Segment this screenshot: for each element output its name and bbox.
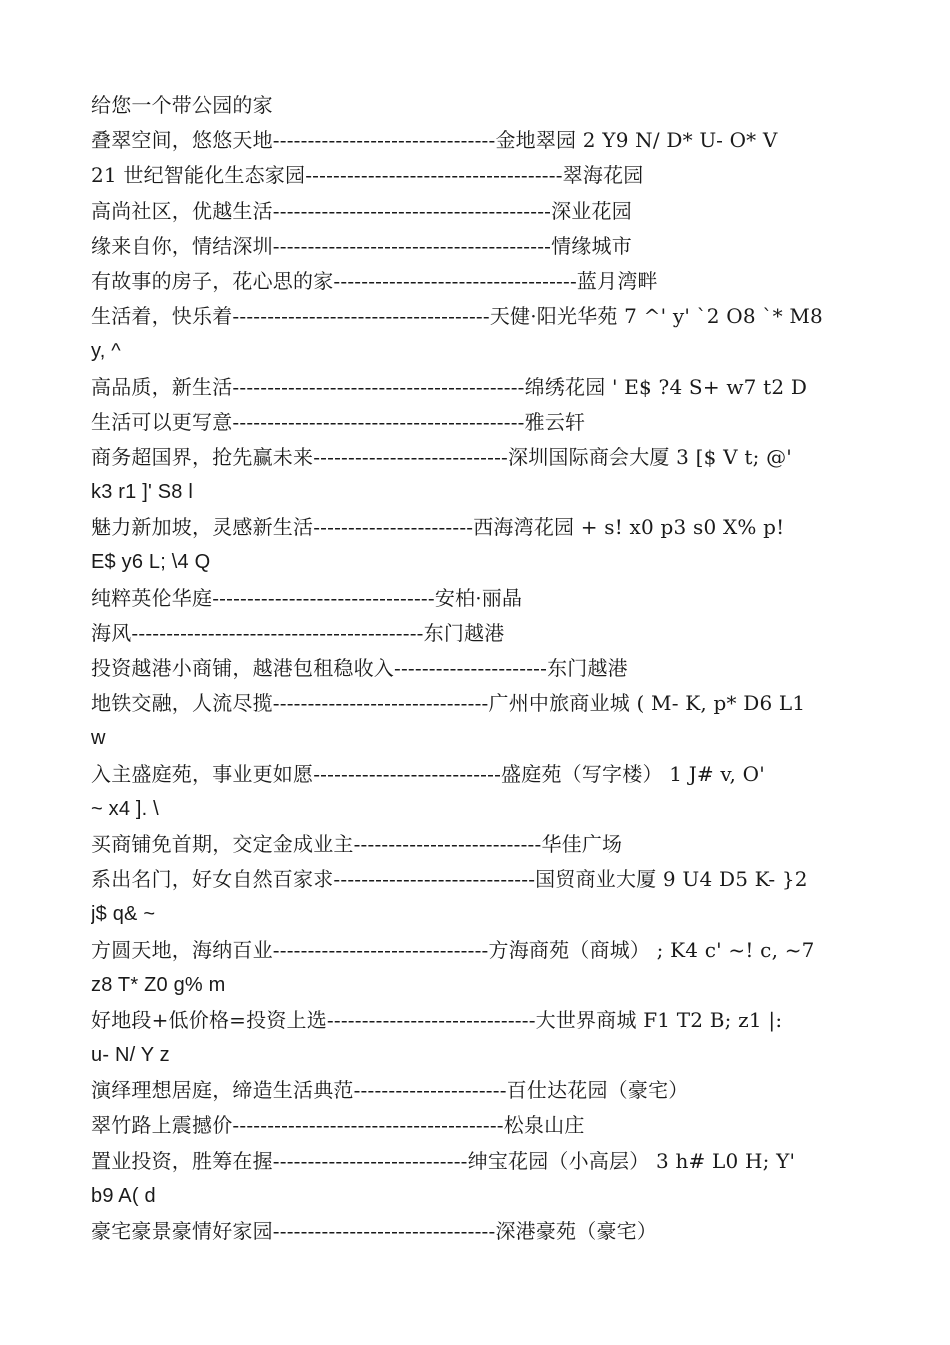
text-line: j$ q& ~ xyxy=(91,903,156,926)
text-line: 投资越港小商铺，越港包租稳收入----------------------东门越港 xyxy=(91,656,628,680)
text-line: 高品质，新生活------------------------------------------绵绣花园 ' E$ ?4 S+ w7 t2 D xyxy=(91,374,808,399)
text-line: b9 A( d xyxy=(91,1184,156,1207)
text-line: ~ x4 ]. \ xyxy=(91,797,159,820)
text-line: 海风------------------------------------------东门越港 xyxy=(91,620,505,645)
text-line: 翠竹路上震撼价---------------------------------------松泉山庄 xyxy=(91,1113,585,1138)
text-line: 给您一个带公园的家 xyxy=(91,93,273,117)
text-line: E$ y6 L; \4 Q xyxy=(91,551,211,574)
text-line: 叠翠空间，悠悠天地--------------------------------金地翠园 2 Y9 N/ D* U- O* V xyxy=(91,128,778,153)
text-line: w xyxy=(91,727,106,750)
text-line: k3 r1 ]' S8 l xyxy=(91,481,194,504)
text-line: 好地段+低价格=投资上选------------------------------大世界商城 F1 T2 B; z1 |: xyxy=(91,1007,783,1032)
document-body xyxy=(91,88,861,1249)
text-line: 生活着，快乐着-------------------------------------天健·阳光华苑 7 ^' y' `2 O8 `* M8 xyxy=(91,304,823,329)
text-line: 商务超国界，抢先赢未来----------------------------深圳国际商会大厦 3 [$ V t; @' xyxy=(91,444,792,469)
text-line: 买商铺免首期，交定金成业主---------------------------华佳广场 xyxy=(91,831,623,856)
text-line: 纯粹英伦华庭--------------------------------安柏·丽晶 xyxy=(91,585,523,610)
text-line: 缘来自你，情结深圳----------------------------------------情缘城市 xyxy=(91,233,632,258)
text-line: 系出名门，好女自然百家求-----------------------------国贸商业大厦 9 U4 D5 K- }2 xyxy=(91,867,808,892)
text-line: z8 T* Z0 g% m xyxy=(91,973,226,996)
text-line: 21 世纪智能化生态家园-------------------------------------翠海花园 xyxy=(91,163,644,188)
text-line: u- N/ Y z xyxy=(91,1044,170,1067)
text-line: y, ^ xyxy=(91,340,121,363)
text-line: 地铁交融，人流尽揽-------------------------------广州中旅商业城 ( M- K, p* D6 L1 xyxy=(91,691,806,716)
text-line: 豪宅豪景豪情好家园--------------------------------深港豪苑（豪宅） xyxy=(91,1219,658,1243)
text-line: 高尚社区，优越生活----------------------------------------深业花园 xyxy=(91,198,632,223)
text-line: 魅力新加坡，灵感新生活-----------------------西海湾花园 + s! x0 p3 s0 X% p! xyxy=(91,515,785,540)
text-line: 有故事的房子，花心思的家-----------------------------------蓝月湾畔 xyxy=(91,268,658,293)
text-line: 方圆天地，海纳百业-------------------------------方海商苑（商城） ; K4 c' ~! c, ~7 xyxy=(91,937,815,962)
text-line: 入主盛庭苑，事业更如愿---------------------------盛庭苑（写字楼） 1 J# v, O' xyxy=(91,761,765,786)
text-line: 置业投资，胜筹在握----------------------------绅宝花园（小高层） 3 h# L0 H; Y' xyxy=(91,1148,796,1173)
text-line: 演绎理想居庭，缔造生活典范----------------------百仕达花园（豪宅） xyxy=(91,1078,689,1103)
text-line: 生活可以更写意------------------------------------------雅云轩 xyxy=(91,409,586,434)
